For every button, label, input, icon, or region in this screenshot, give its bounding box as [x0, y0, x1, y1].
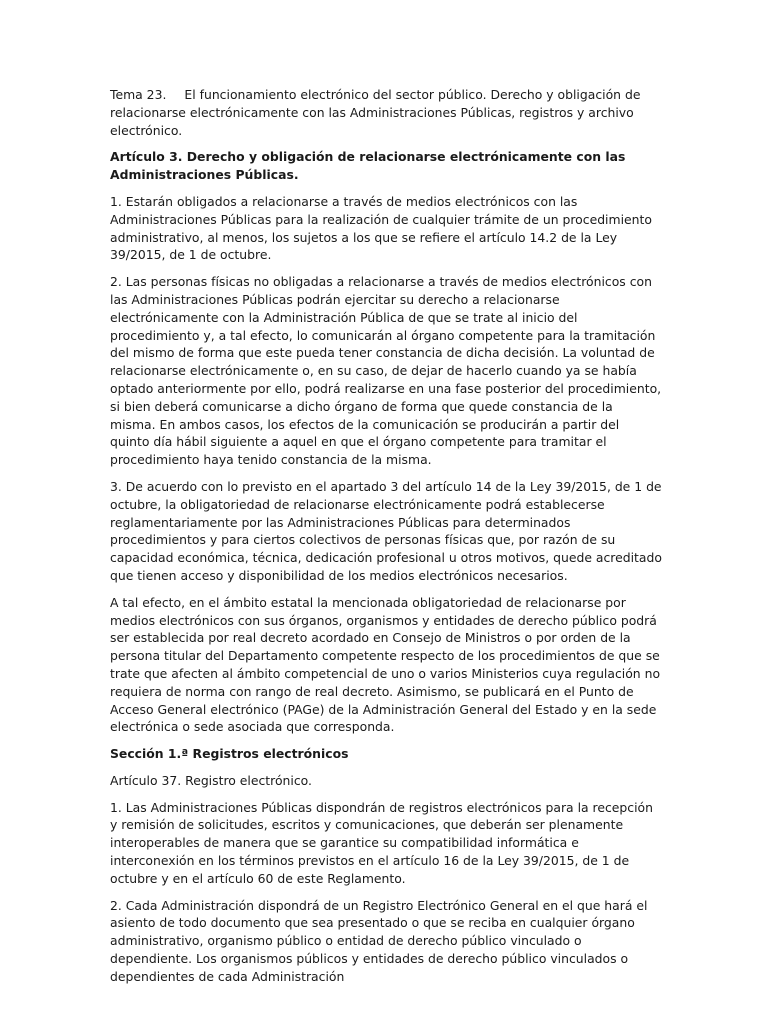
articulo-3-paragraph-3: 3. De acuerdo con lo previsto en el apartado 3 del artículo 14 de la Ley 39/2015, de 1 de octubre, la obligatoriedad de relacionarse electrónicamente podrá establecerse reglamentariamente por las Administraciones Públicas para determinados procedimientos y para ciertos colectivos de personas físicas que, por razón de su capacidad económica, técnica, dedicación profesional u otros motivos, quede acreditado que tienen acceso y disponibilidad de los medios electrónicos necesarios. [110, 478, 662, 583]
articulo-37-heading: Artículo 37. Registro electrónico. [110, 772, 312, 788]
articulo-3-heading: Artículo 3. Derecho y obligación de relacionarse electrónicamente con las Administraciones Públicas. [110, 149, 626, 183]
tema-number: Tema 23. [110, 87, 167, 102]
articulo-3-paragraph-1: 1. Estarán obligados a relacionarse a través de medios electrónicos con las Administraciones Públicas para la realización de cualquier trámite de un procedimiento administrativo, al menos, los sujetos a los que se refiere el artículo 14.2 de la Ley 39/2015, de 1 de octubre. [110, 193, 652, 263]
document-title [110, 86, 662, 139]
document-page [110, 86, 662, 995]
tema-title: El funcionamiento electrónico del sector público. Derecho y obligación de relacionarse electrónicamente con las Administraciones Públicas, registros y archivo electrónico. [110, 87, 641, 138]
articulo-3-paragraph-4: A tal efecto, en el ámbito estatal la mencionada obligatoriedad de relacionarse por medios electrónicos con sus órganos, organismos y entidades de derecho público podrá ser establecida por real decreto acordado en Consejo de Ministros o por orden de la persona titular del Departamento competente respecto de los procedimientos de que se trate que afecten al ámbito competencial de uno o varios Ministerios cuya regulación no requiera de norma con rango de real decreto. Asimismo, se publicará en el Punto de Acceso General electrónico (PAGe) de la Administración General del Estado y en la sede electrónica o sede asociada que corresponda. [110, 594, 661, 735]
articulo-37-paragraph-2: 2. Cada Administración dispondrá de un Registro Electrónico General en el que hará el asiento de todo documento que sea presentado o que se reciba en cualquier órgano administrativo, organismo público o entidad de derecho público vinculado o dependiente. Los organismos públicos y entidades de derecho público vinculados o dependientes de cada Administración [110, 897, 648, 984]
seccion-heading: Sección 1.ª Registros electrónicos [110, 746, 349, 762]
articulo-3-paragraph-2: 2. Las personas físicas no obligadas a relacionarse a través de medios electrónicos con las Administraciones Públicas podrán ejercitar su derecho a relacionarse electrónicamente con la Administración Pública de que se trate al inicio del procedimiento y, a tal efecto, lo comunicarán al órgano competente para la tramitación del mismo de forma que este pueda tener constancia de dicha decisión. La voluntad de relacionarse electrónicamente o, en su caso, de dejar de hacerlo cuando ya se había optado anteriormente por ello, podrá realizarse en una fase posterior del procedimiento, si bien deberá comunicarse a dicho órgano de forma que quede constancia de la misma. En ambos casos, los efectos de la comunicación se producirán a partir del quinto día hábil siguiente a aquel en que el órgano competente para tramitar el procedimiento haya tenido constancia de la misma. [110, 274, 662, 468]
articulo-37-paragraph-1: 1. Las Administraciones Públicas dispondrán de registros electrónicos para la recepción y remisión de solicitudes, escritos y comunicaciones, que deberán ser plenamente interoperables de manera que se garantice su compatibilidad informática e interconexión en los términos previstos en el artículo 16 de la Ley 39/2015, de 1 de octubre y en el artículo 60 de este Reglamento. [110, 799, 653, 886]
